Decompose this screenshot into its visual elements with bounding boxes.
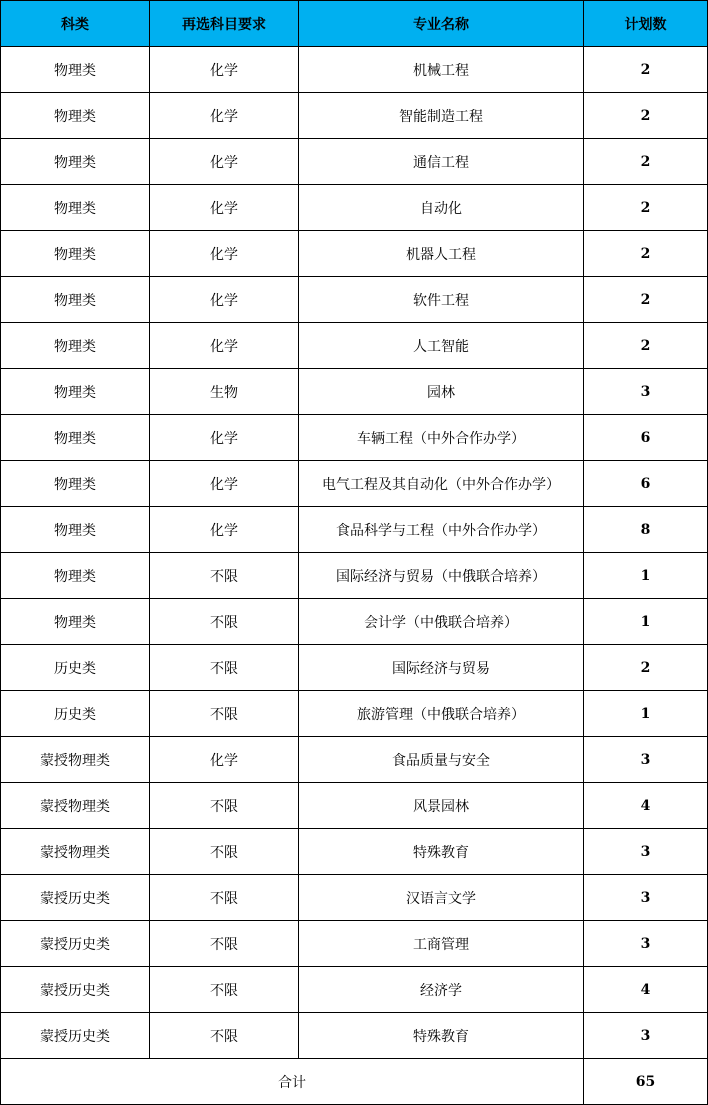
cell-requirement: 不限 <box>150 599 299 645</box>
table-row <box>1 875 708 921</box>
cell-major: 会计学（中俄联合培养） <box>299 599 584 645</box>
table-row <box>1 461 708 507</box>
cell-major: 车辆工程（中外合作办学） <box>299 415 584 461</box>
cell-count: 1 <box>584 599 708 645</box>
cell-category: 物理类 <box>1 231 150 277</box>
table-row <box>1 645 708 691</box>
cell-requirement: 化学 <box>150 415 299 461</box>
cell-major: 智能制造工程 <box>299 93 584 139</box>
table-row <box>1 599 708 645</box>
cell-category: 物理类 <box>1 47 150 93</box>
cell-major: 机械工程 <box>299 47 584 93</box>
cell-major: 人工智能 <box>299 323 584 369</box>
cell-category: 物理类 <box>1 93 150 139</box>
table-row <box>1 921 708 967</box>
cell-major: 软件工程 <box>299 277 584 323</box>
cell-category: 蒙授历史类 <box>1 1013 150 1059</box>
cell-requirement: 化学 <box>150 277 299 323</box>
cell-major: 国际经济与贸易 <box>299 645 584 691</box>
cell-major: 自动化 <box>299 185 584 231</box>
table-row <box>1 93 708 139</box>
cell-count: 2 <box>584 645 708 691</box>
cell-major: 食品质量与安全 <box>299 737 584 783</box>
table-row <box>1 967 708 1013</box>
header-count: 计划数 <box>584 1 708 47</box>
cell-category: 历史类 <box>1 691 150 737</box>
cell-requirement: 不限 <box>150 921 299 967</box>
cell-major: 电气工程及其自动化（中外合作办学） <box>299 461 584 507</box>
cell-major: 汉语言文学 <box>299 875 584 921</box>
cell-count: 4 <box>584 783 708 829</box>
header-requirement: 再选科目要求 <box>150 1 299 47</box>
table-row <box>1 231 708 277</box>
cell-requirement: 不限 <box>150 1013 299 1059</box>
cell-category: 历史类 <box>1 645 150 691</box>
cell-count: 2 <box>584 323 708 369</box>
cell-category: 物理类 <box>1 461 150 507</box>
total-count: 65 <box>584 1059 708 1105</box>
cell-category: 物理类 <box>1 507 150 553</box>
cell-category: 物理类 <box>1 369 150 415</box>
cell-major: 园林 <box>299 369 584 415</box>
cell-major: 旅游管理（中俄联合培养） <box>299 691 584 737</box>
cell-category: 物理类 <box>1 323 150 369</box>
cell-count: 6 <box>584 415 708 461</box>
cell-requirement: 不限 <box>150 691 299 737</box>
cell-requirement: 不限 <box>150 829 299 875</box>
cell-count: 1 <box>584 553 708 599</box>
cell-requirement: 化学 <box>150 139 299 185</box>
cell-requirement: 不限 <box>150 553 299 599</box>
cell-count: 3 <box>584 369 708 415</box>
cell-requirement: 不限 <box>150 875 299 921</box>
cell-count: 6 <box>584 461 708 507</box>
cell-requirement: 化学 <box>150 507 299 553</box>
table-row <box>1 553 708 599</box>
table-row <box>1 47 708 93</box>
cell-major: 国际经济与贸易（中俄联合培养） <box>299 553 584 599</box>
cell-category: 蒙授历史类 <box>1 875 150 921</box>
cell-major: 通信工程 <box>299 139 584 185</box>
cell-category: 蒙授物理类 <box>1 829 150 875</box>
cell-count: 2 <box>584 185 708 231</box>
cell-requirement: 化学 <box>150 231 299 277</box>
cell-category: 物理类 <box>1 139 150 185</box>
cell-category: 蒙授物理类 <box>1 737 150 783</box>
cell-category: 物理类 <box>1 599 150 645</box>
cell-count: 3 <box>584 921 708 967</box>
table-row <box>1 507 708 553</box>
cell-category: 物理类 <box>1 415 150 461</box>
header-major: 专业名称 <box>299 1 584 47</box>
cell-major: 经济学 <box>299 967 584 1013</box>
cell-requirement: 化学 <box>150 47 299 93</box>
cell-count: 2 <box>584 277 708 323</box>
cell-count: 4 <box>584 967 708 1013</box>
cell-count: 2 <box>584 47 708 93</box>
header-category: 科类 <box>1 1 150 47</box>
cell-requirement: 化学 <box>150 737 299 783</box>
total-label: 合计 <box>1 1059 584 1105</box>
table-row <box>1 783 708 829</box>
table-row <box>1 369 708 415</box>
cell-count: 3 <box>584 829 708 875</box>
cell-category: 蒙授历史类 <box>1 921 150 967</box>
table-row <box>1 277 708 323</box>
cell-major: 机器人工程 <box>299 231 584 277</box>
cell-requirement: 化学 <box>150 461 299 507</box>
cell-major: 风景园林 <box>299 783 584 829</box>
cell-count: 3 <box>584 737 708 783</box>
table-row <box>1 415 708 461</box>
table-row <box>1 737 708 783</box>
cell-count: 8 <box>584 507 708 553</box>
cell-count: 3 <box>584 875 708 921</box>
cell-count: 2 <box>584 93 708 139</box>
total-row <box>1 1059 708 1105</box>
table-row <box>1 139 708 185</box>
cell-requirement: 化学 <box>150 93 299 139</box>
cell-count: 1 <box>584 691 708 737</box>
cell-major: 工商管理 <box>299 921 584 967</box>
cell-count: 3 <box>584 1013 708 1059</box>
cell-category: 物理类 <box>1 553 150 599</box>
table-row <box>1 691 708 737</box>
cell-requirement: 化学 <box>150 323 299 369</box>
cell-major: 特殊教育 <box>299 1013 584 1059</box>
cell-count: 2 <box>584 231 708 277</box>
cell-count: 2 <box>584 139 708 185</box>
table-row <box>1 323 708 369</box>
cell-requirement: 不限 <box>150 783 299 829</box>
table-row <box>1 185 708 231</box>
cell-category: 蒙授历史类 <box>1 967 150 1013</box>
cell-major: 特殊教育 <box>299 829 584 875</box>
cell-requirement: 不限 <box>150 967 299 1013</box>
cell-requirement: 不限 <box>150 645 299 691</box>
table-body <box>1 47 708 1059</box>
cell-requirement: 化学 <box>150 185 299 231</box>
table-header-row <box>1 1 708 47</box>
cell-major: 食品科学与工程（中外合作办学） <box>299 507 584 553</box>
cell-category: 蒙授物理类 <box>1 783 150 829</box>
cell-category: 物理类 <box>1 277 150 323</box>
cell-category: 物理类 <box>1 185 150 231</box>
table-row <box>1 1013 708 1059</box>
table-row <box>1 829 708 875</box>
cell-requirement: 生物 <box>150 369 299 415</box>
